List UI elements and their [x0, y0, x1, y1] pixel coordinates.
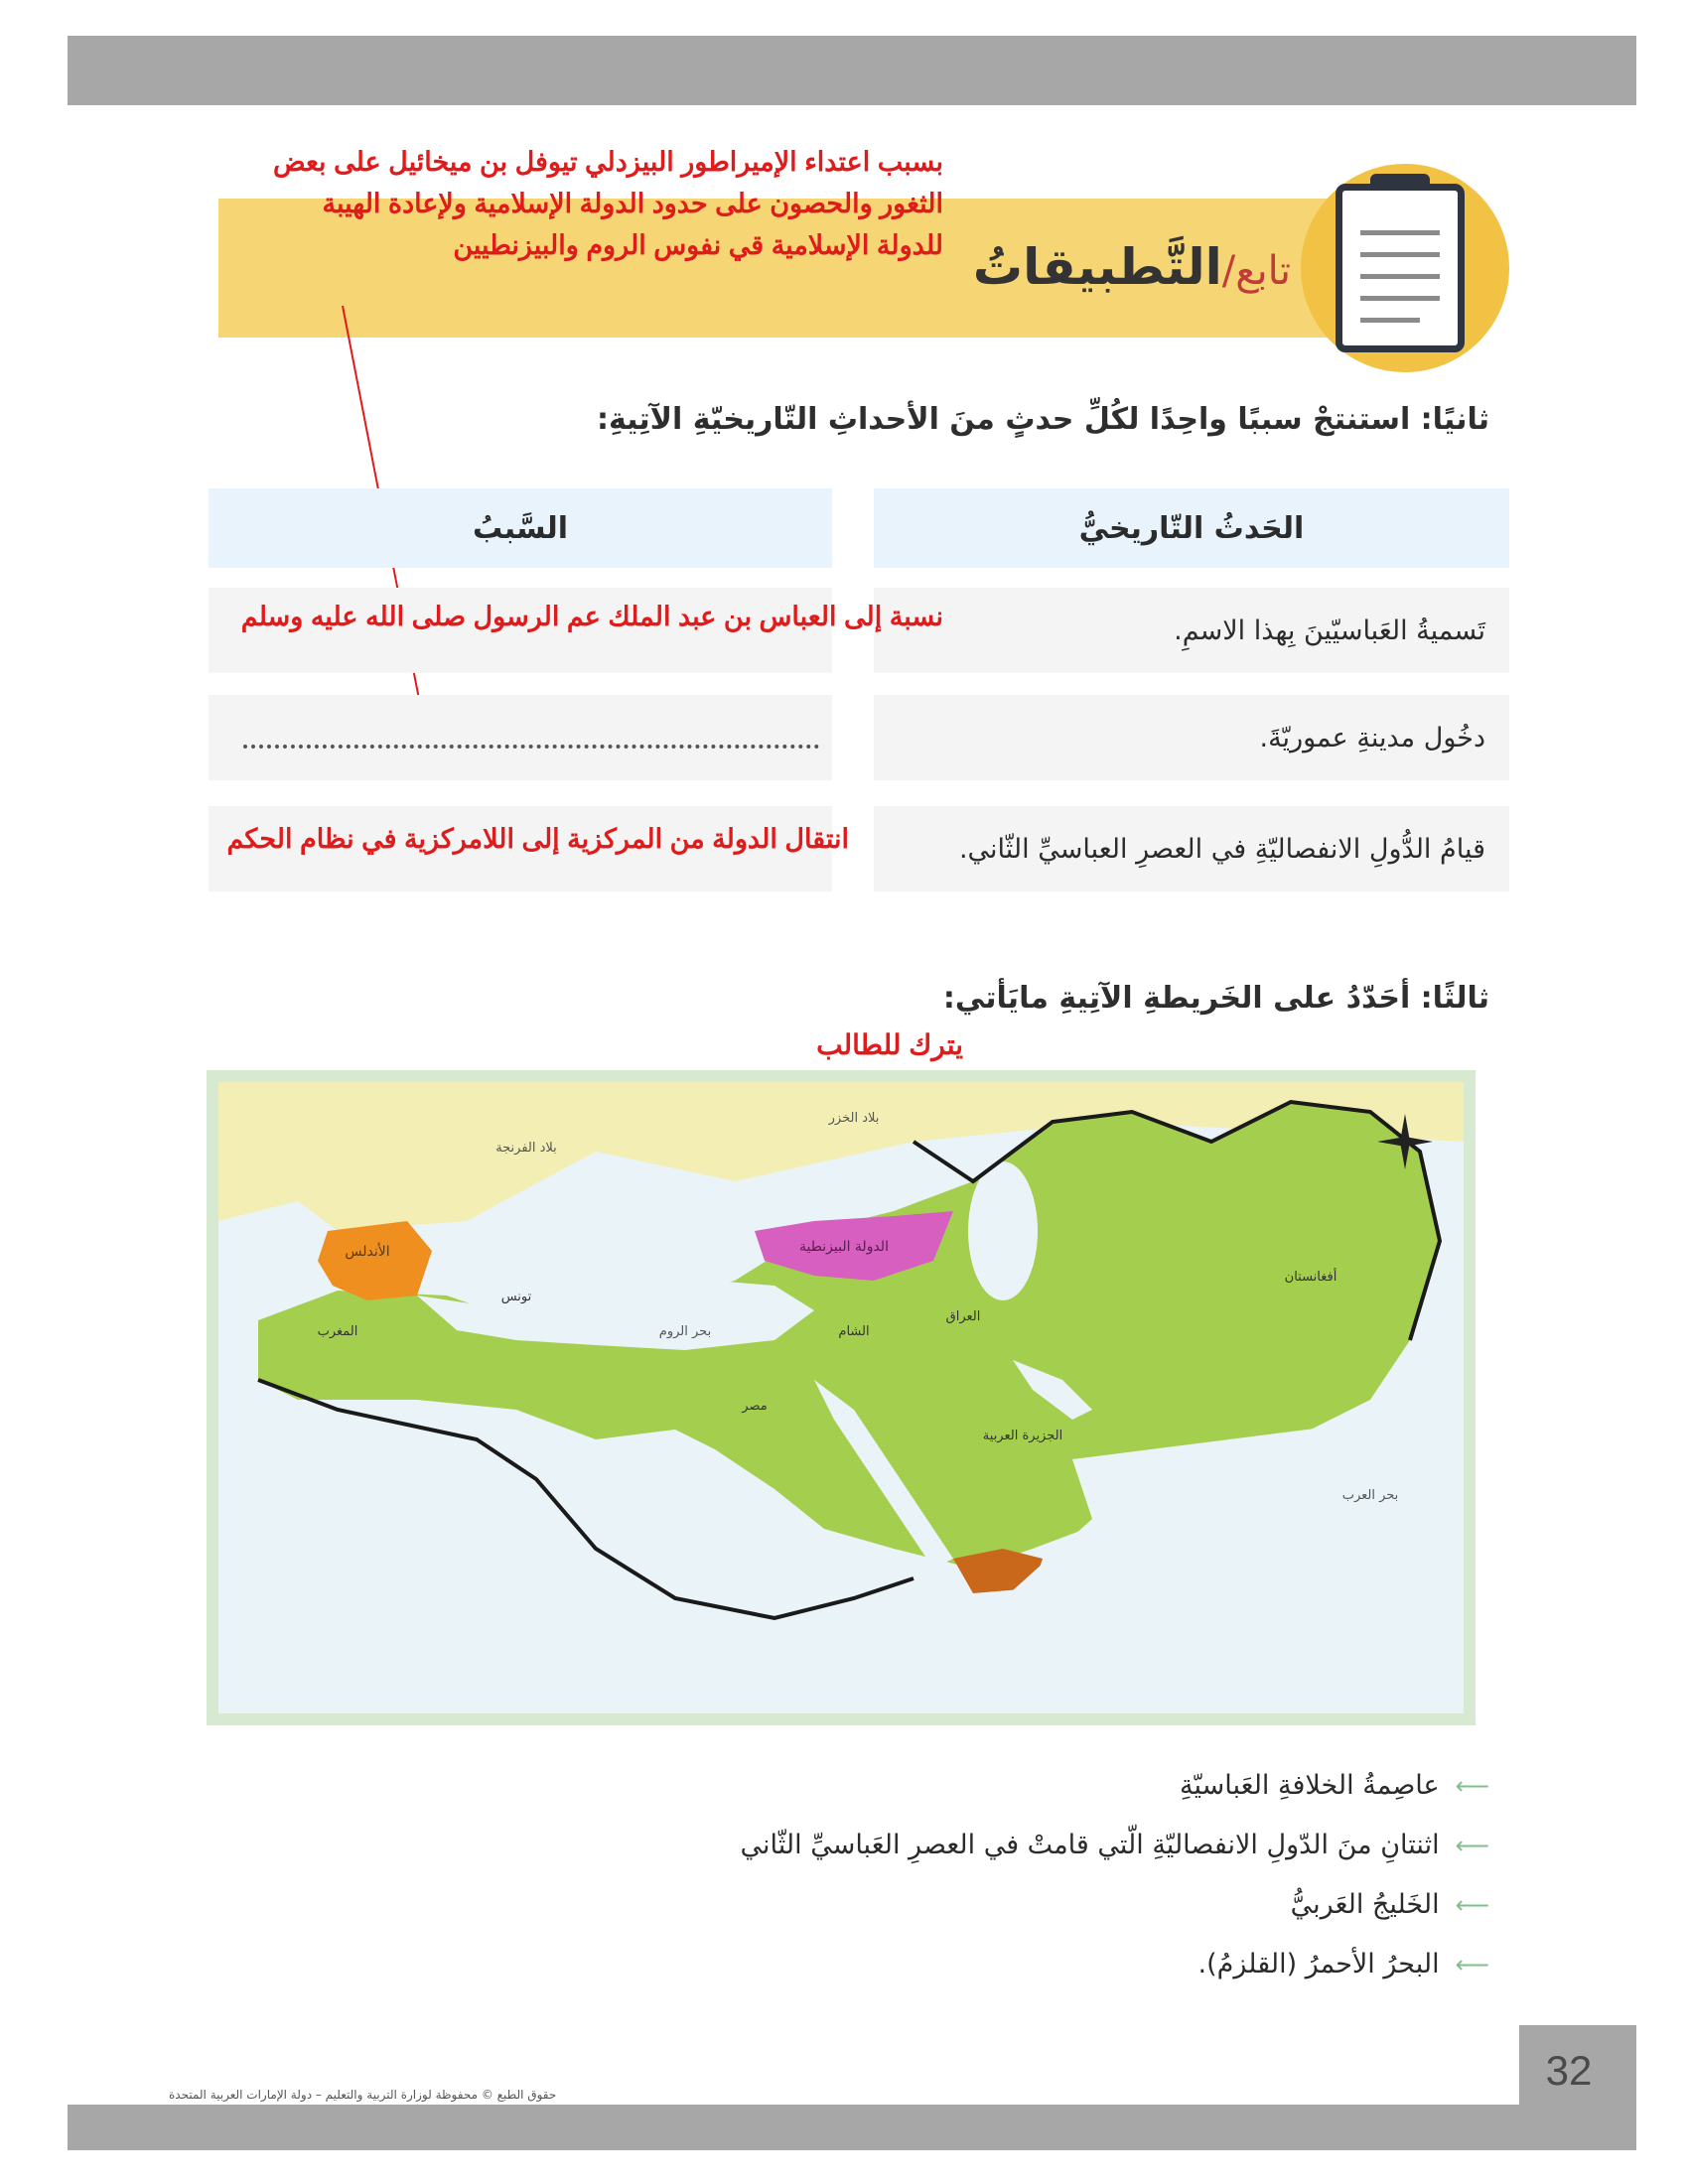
header-event: الحَدثُ التّاريخيُّ: [874, 488, 1509, 568]
svg-text:بلاد الخزر: بلاد الخزر: [828, 1111, 880, 1126]
svg-text:الشام: الشام: [838, 1324, 870, 1339]
list-item: [1291, 1889, 1489, 1920]
banner-prefix: تابع/: [1221, 248, 1291, 294]
arrow-icon: ⟵: [1455, 1771, 1489, 1800]
historical-map: [218, 1082, 1464, 1713]
event-cell: قيامُ الدُّولِ الانفصاليّةِ في العصرِ العباسيِّ الثّاني.: [874, 806, 1509, 891]
arrow-icon: ⟵: [1455, 1831, 1489, 1859]
map-svg: [218, 1082, 1464, 1713]
svg-text:بلاد الفرنجة: بلاد الفرنجة: [495, 1141, 557, 1156]
list-item: [741, 1830, 1490, 1860]
section3-title: ثالثًا: أحَدّدُ على الخَريطةِ الآتِيةِ مايَأتي:: [942, 981, 1489, 1016]
svg-text:الأندلس: الأندلس: [345, 1244, 390, 1260]
answer-note-line: الثغور والحصون على حدود الدولة الإسلامية ولإعادة الهيبة: [322, 189, 943, 218]
list-item-text: اثنتانِ منَ الدّولِ الانفصاليّةِ الّتي قامتْ في العصرِ العَباسيِّ الثّاني: [740, 1830, 1440, 1860]
cause-cell: [209, 695, 832, 780]
banner-main-title: التَّطبيقاتُ: [972, 238, 1222, 296]
arrow-icon: ⟵: [1455, 1890, 1489, 1919]
answer-note-line: للدولة الإسلامية قي نفوس الروم والبيزنطيين: [453, 230, 943, 260]
event-cell: دخُول مدينةِ عموريّةَ.: [874, 695, 1509, 780]
svg-text:العراق: العراق: [945, 1309, 981, 1324]
list-item-text: البحرُ الأحمرُ (القلزمُ).: [1197, 1949, 1440, 1979]
page-number: 32: [1545, 2047, 1593, 2094]
answer-row3: انتقال الدولة من المركزية إلى اللامركزية في نظام الحكم: [226, 824, 849, 854]
svg-text:بحر الروم: بحر الروم: [658, 1324, 712, 1339]
answer-row1: نسبة إلى العباس بن عبد الملك عم الرسول صلى الله عليه وسلم: [240, 602, 943, 631]
arrow-icon: ⟵: [1455, 1950, 1489, 1979]
copyright-footer: حقوق الطبع © محفوظة لوزارة التربية والتعليم – دولة الإمارات العربية المتحدة: [169, 2088, 557, 2102]
header-cause: السَّببُ: [209, 488, 832, 568]
section2-title: ثانيًا: استنتجْ سببًا واحِدًا لكُلِّ حدثٍ منَ الأحداثِ التّاريخيّةِ الآتِيةِ:: [596, 402, 1489, 437]
svg-text:تونس: تونس: [500, 1290, 532, 1304]
list-item-text: عاصِمةُ الخلافةِ العَباسيّةِ: [1180, 1770, 1440, 1801]
svg-text:المغرب: المغرب: [317, 1324, 358, 1339]
svg-text:مصر: مصر: [742, 1399, 768, 1414]
answer-note-line: بسبب اعتداء الإميراطور البيزدلي تيوفل بن ميخائيل على بعض: [272, 147, 943, 177]
event-cell: تَسميةُ العَباسيّينَ بِهذا الاسمِ.: [874, 588, 1509, 673]
svg-text:الجزيرة العربية: الجزيرة العربية: [982, 1429, 1063, 1443]
andalus-region: [318, 1221, 432, 1300]
answer-dotted-line: [243, 743, 819, 749]
answer-map: يترك للطالب: [816, 1029, 963, 1060]
svg-text:أفغانستان: أفغانستان: [1284, 1270, 1337, 1285]
list-item-text: الخَليجُ العَربيُّ: [1290, 1889, 1440, 1920]
svg-text:بحر العرب: بحر العرب: [1341, 1488, 1399, 1503]
list-item: [1198, 1949, 1489, 1979]
list-item: [1180, 1770, 1489, 1801]
svg-text:الدولة البيزنطية: الدولة البيزنطية: [799, 1239, 889, 1255]
